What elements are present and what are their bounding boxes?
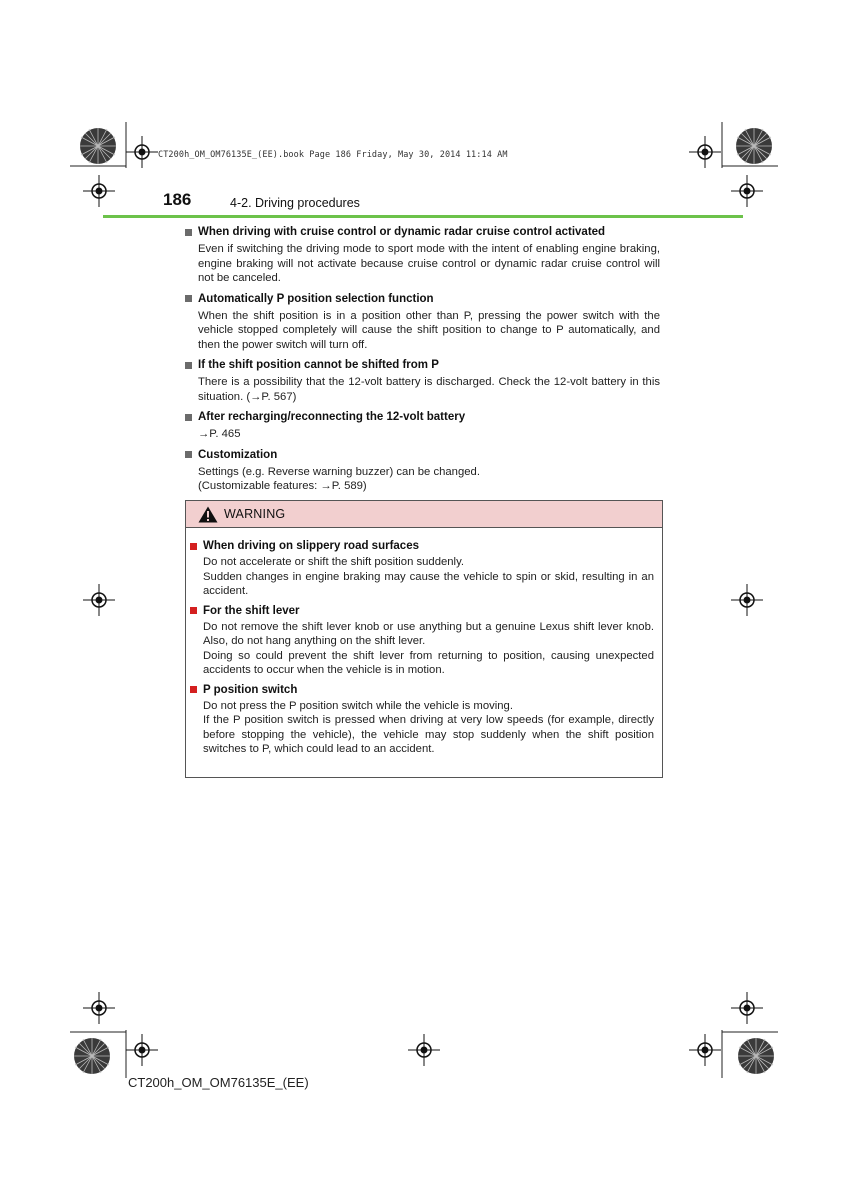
section-heading: If the shift position cannot be shifted from P <box>198 359 439 371</box>
registration-mark-right-upper <box>731 175 763 207</box>
section-heading: Automatically P position selection function <box>198 292 434 305</box>
square-bullet-icon <box>185 295 192 302</box>
page-reference: →P. 465 <box>198 428 241 440</box>
warning-triangle-icon <box>198 506 218 523</box>
section-text: Settings (e.g. Reverse warning buzzer) can be changed. <box>198 465 480 478</box>
starburst-target-top-left <box>78 126 118 166</box>
warning-text: Sudden changes in engine braking may cause the vehicle to spin or skid, resulting in an accident. <box>203 570 654 597</box>
section-heading: When driving with cruise control or dynamic radar cruise control activated <box>198 226 606 238</box>
main-content <box>185 224 660 499</box>
starburst-target-bottom-right <box>736 1036 776 1076</box>
warning-text: Do not remove the shift lever knob or use anything but a genuine Lexus shift lever knob. Also, do not hang anything on the shift lever. <box>203 620 654 647</box>
registration-mark-bottom-left <box>126 1034 158 1066</box>
section-cannot-shift <box>185 357 660 404</box>
warning-heading: For the shift lever <box>203 604 300 617</box>
section-text: There is a possibility that the 12-volt battery is discharged. Check the 12-volt battery in this situation. (→P. 567) <box>198 376 660 403</box>
section-heading: After recharging/reconnecting the 12-volt battery <box>198 411 466 423</box>
section-text: When the shift position is in a position other than P, pressing the power switch with the vehicle stopped completely will cause the shift position to change to P automatically, and then the power switch will turn off. <box>198 309 660 351</box>
red-square-bullet-icon <box>190 607 197 614</box>
warning-text: Doing so could prevent the shift lever from returning to position, causing unexpected accidents to occur when the vehicle is in motion. <box>203 649 654 676</box>
registration-mark-top-left <box>126 136 158 168</box>
section-cruise-control <box>185 224 660 286</box>
square-bullet-icon <box>185 414 192 421</box>
registration-mark-bottom-center <box>408 1034 440 1066</box>
section-recharging <box>185 409 660 442</box>
square-bullet-icon <box>185 229 192 236</box>
section-title: 4-2. Driving procedures <box>230 196 360 210</box>
warning-text: If the P position switch is pressed when driving at very low speeds (for example, directly before stopping the vehicle), the vehicle may stop suddenly when the shift position switches to P, which could lead to an accident. <box>203 714 654 755</box>
square-bullet-icon <box>185 451 192 458</box>
registration-mark-bottom-right <box>689 1034 721 1066</box>
warning-label: WARNING <box>224 507 286 521</box>
registration-mark-right-lower <box>731 992 763 1024</box>
page-reference: (Customizable features: →P. 589) <box>198 480 367 492</box>
starburst-target-top-right <box>734 126 774 166</box>
registration-mark-top-right <box>689 136 721 168</box>
section-customization <box>185 447 660 494</box>
registration-mark-left-middle <box>83 584 115 616</box>
warning-item-shift-lever <box>190 603 654 678</box>
warning-box <box>185 500 663 778</box>
print-header: CT200h_OM_OM76135E_(EE).book Page 186 Friday, May 30, 2014 11:14 AM <box>158 150 508 160</box>
warning-heading: P position switch <box>203 683 298 696</box>
warning-header <box>186 501 662 528</box>
starburst-target-bottom-left <box>72 1036 112 1076</box>
warning-text: Do not press the P position switch while the vehicle is moving. <box>203 699 513 712</box>
registration-mark-right-middle <box>731 584 763 616</box>
footer-document-code: CT200h_OM_OM76135E_(EE) <box>128 1075 309 1090</box>
section-text: Even if switching the driving mode to sport mode with the intent of enabling engine braking, engine braking will not activate because cruise control or dynamic radar cruise control will not be canceled. <box>198 243 660 284</box>
red-square-bullet-icon <box>190 543 197 550</box>
warning-item-slippery-roads <box>190 538 654 599</box>
section-auto-p-position <box>185 291 660 353</box>
section-heading: Customization <box>198 448 278 461</box>
red-square-bullet-icon <box>190 686 197 693</box>
square-bullet-icon <box>185 362 192 369</box>
warning-item-p-position-switch <box>190 682 654 757</box>
page-number: 186 <box>163 190 192 209</box>
registration-mark-left-lower <box>83 992 115 1024</box>
header-rule <box>103 215 743 218</box>
warning-heading: When driving on slippery road surfaces <box>203 540 419 552</box>
registration-mark-left-upper <box>83 175 115 207</box>
warning-text: Do not accelerate or shift the shift position suddenly. <box>203 556 465 568</box>
